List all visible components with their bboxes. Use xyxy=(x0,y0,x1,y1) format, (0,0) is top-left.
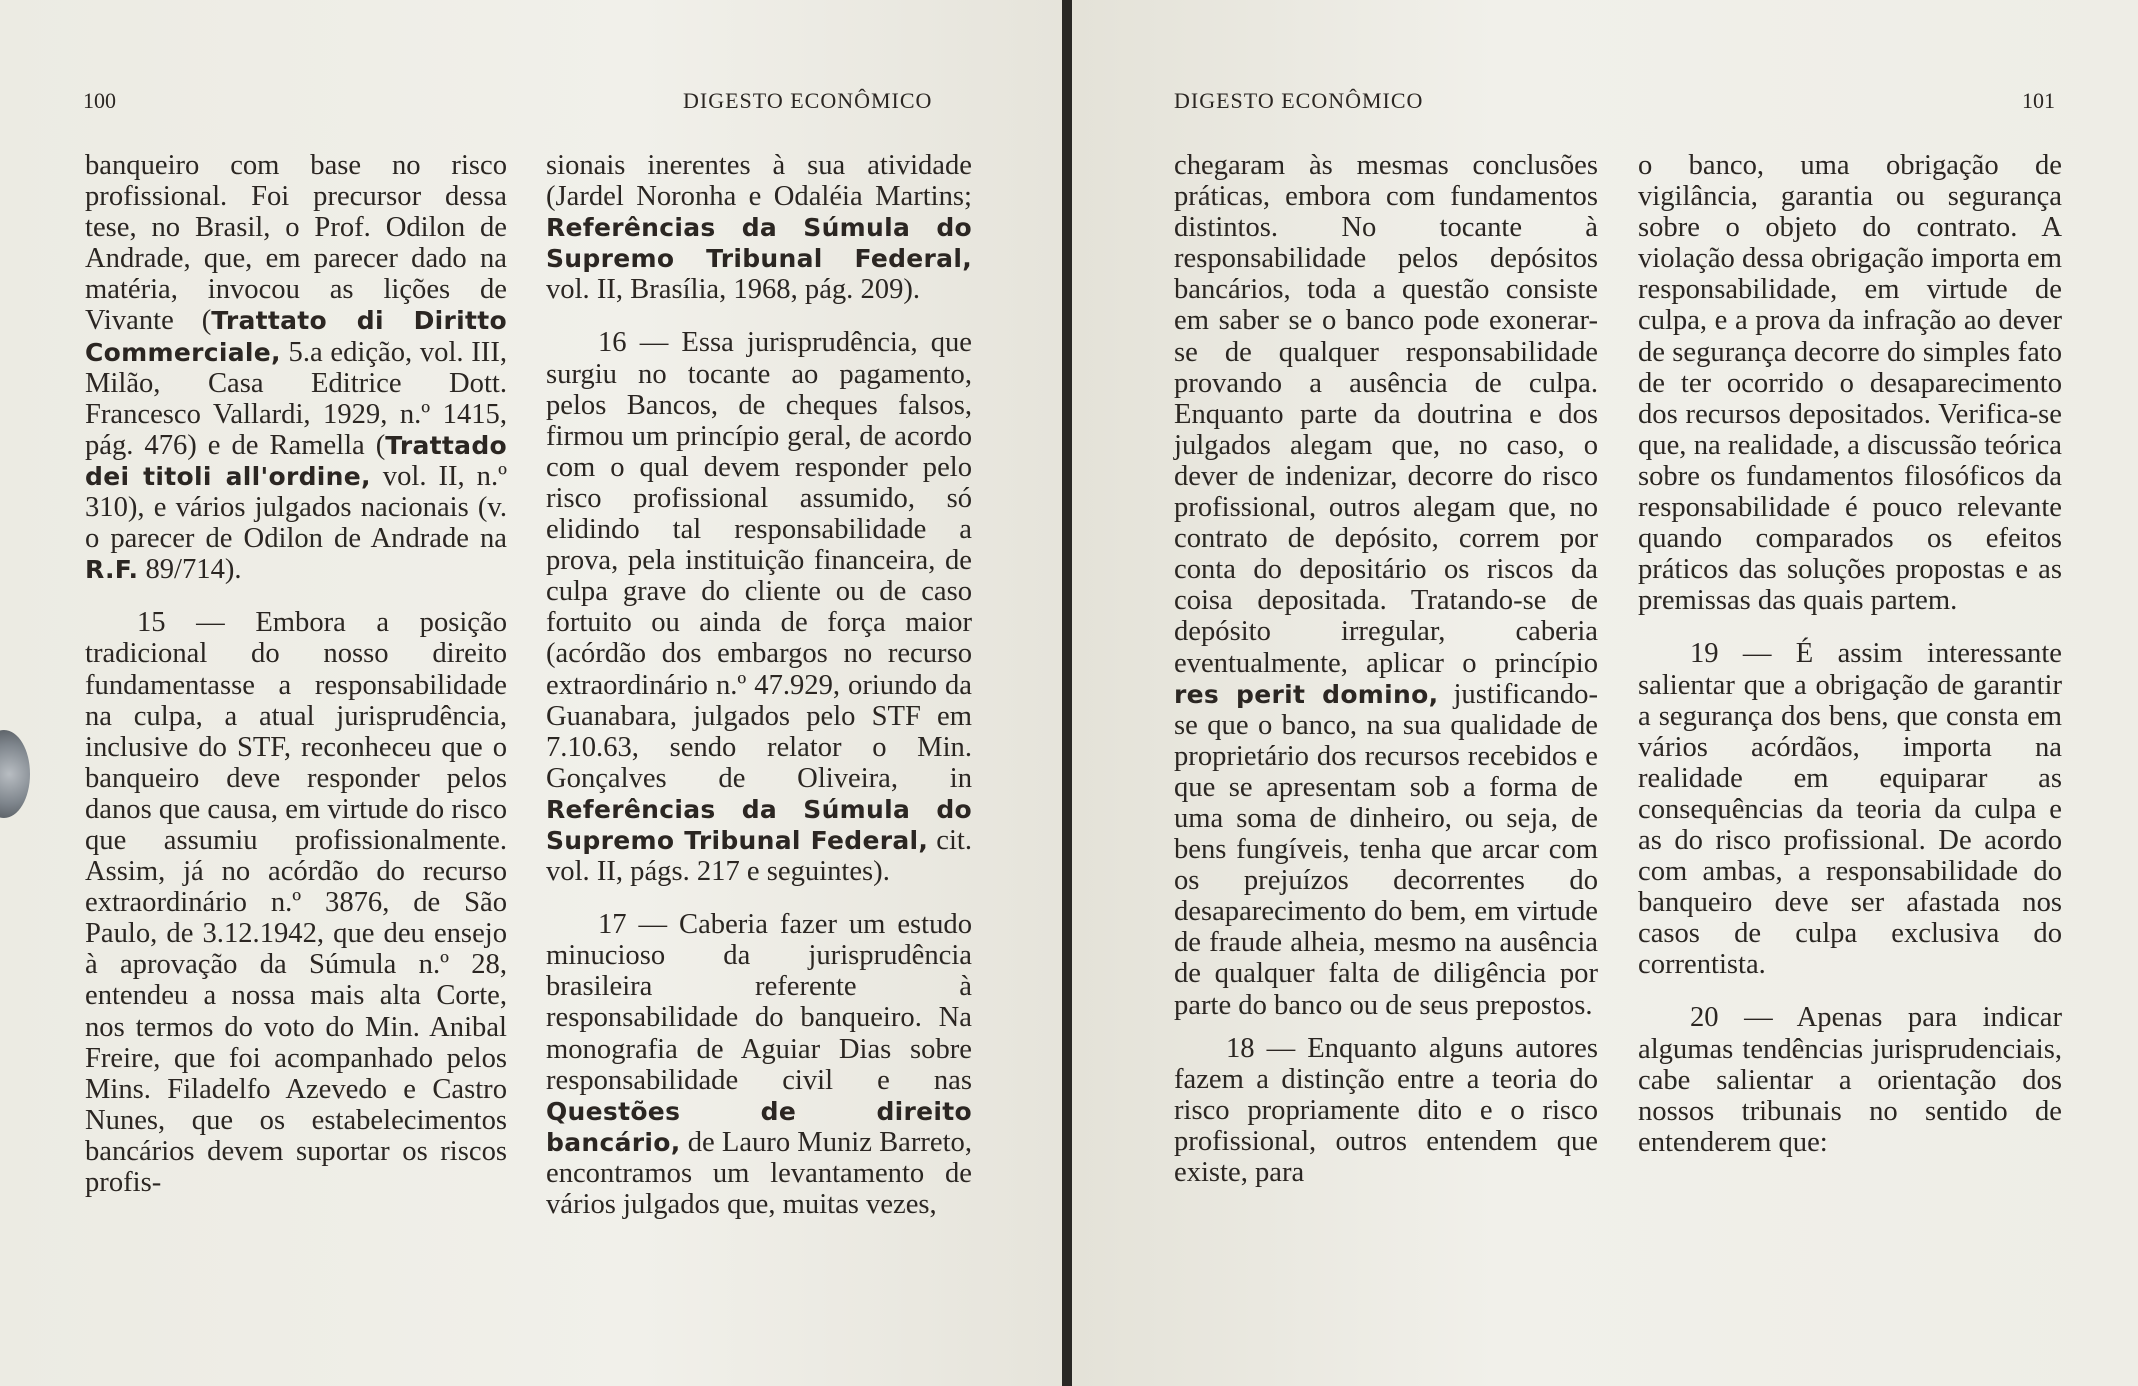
left-page xyxy=(0,0,1062,1386)
page-number-right: 101 xyxy=(2022,88,2055,113)
book-gutter xyxy=(1062,0,1072,1386)
running-head-left: DIGESTO ECONÔMICO xyxy=(683,88,933,113)
paragraph: chegaram às mesmas conclusões práticas, embora com fundamentos distintos. No tocante à responsabilidade pelos depósitos bancários, toda a questão consiste em saber se o banco pode exonerar-se de qualquer responsabilidade provando a ausência de culpa. Enquanto parte da doutrina e dos julgados alegam que, no caso, o dever de indenizar, decorre do risco profissional, outros alegam que, no contrato de depósito, correm por conta do depositário os riscos da coisa depositada. Tratando-se de depósito irregular, caberia eventualmente, aplicar o princípio res perit domino, justificando-se que o banco, na sua qualidade de proprietário dos recursos recebidos e que se apresentam sob a forma de uma soma de dinheiro, ou seja, de bens fungíveis, tenha que arcar com os prejuízos decorrentes do desaparecimento do bem, em virtude de fraude alheia, mesmo na ausência de qualquer falta de diligência por parte do banco ou de seus prepostos. xyxy=(1174,150,1598,1021)
paragraph-19: 19 — É assim interessante salientar que a obrigação de garantir a segurança dos bens, que consta em vários acórdãos, importa na realidade em equiparar as consequências da teoria da culpa e as do risco profissional. De acordo com ambas, a responsabilidade do banqueiro deve ser afastada nos casos de culpa exclusiva do correntista. xyxy=(1638,638,2062,981)
paragraph-18: 18 — Enquanto alguns autores fazem a distinção entre a teoria do risco propriamente dito e o risco profissional, outros entendem que existe, para xyxy=(1174,1032,1598,1188)
library-stamp xyxy=(0,730,30,818)
right-page xyxy=(1072,0,2138,1386)
left-column-1 xyxy=(85,150,507,1198)
page-number-left: 100 xyxy=(83,88,116,113)
running-head-right: DIGESTO ECONÔMICO xyxy=(1174,88,1424,113)
paragraph-16: 16 — Essa jurisprudência, que surgiu no tocante ao pagamento, pelos Bancos, de cheques falsos, firmou um princípio geral, de acordo com o qual devem responder pelo risco profissional assumido, só elidindo tal responsabilidade a prova, pela instituição financeira, de culpa grave do cliente ou de caso fortuito ou ainda de força maior (acórdão dos embargos no recurso extraordinário n.º 47.929, oriundo da Guanabara, julgados pelo STF em 7.10.63, sendo relator o Min. Gonçalves de Oliveira, in Referências da Súmula do Supremo Tribunal Federal, cit. vol. II, págs. 217 e seguintes). xyxy=(546,327,972,888)
right-column-1 xyxy=(1174,150,1598,1188)
paragraph-15: 15 — Embora a posição tradicional do nosso direito fundamentasse a responsabilidade na culpa, a atual jurisprudência, inclusive do STF, reconheceu que o banqueiro deve responder pelos danos que causa, em virtude do risco que assumiu profissionalmente. Assim, já no acórdão do recurso extraordinário n.º 3876, de São Paulo, de 3.12.1942, que deu ensejo à aprovação da Súmula n.º 28, entendeu a nossa mais alta Corte, nos termos do voto do Min. Anibal Freire, que foi acompanhado pelos Mins. Filadelfo Azevedo e Castro Nunes, que os estabelecimentos bancários devem suportar os riscos profis- xyxy=(85,607,507,1198)
paragraph: sionais inerentes à sua atividade (Jardel Noronha e Odaléia Martins; Referências da Súmula do Supremo Tribunal Federal, vol. II, Brasília, 1968, pág. 209). xyxy=(546,150,972,306)
paragraph: o banco, uma obrigação de vigilância, garantia ou segurança sobre o objeto do contrato. A violação dessa obrigação importa em responsabilidade, em virtude de culpa, e a prova da infração ao dever de segurança decorre do simples fato de ter ocorrido o desaparecimento dos recursos depositados. Verifica-se que, na realidade, a discussão teórica sobre os fundamentos filosóficos da responsabilidade é pouco relevante quando comparados os efeitos práticos das soluções propostas e as premissas das quais partem. xyxy=(1638,150,2062,617)
right-column-2 xyxy=(1638,150,2062,1158)
paragraph-20: 20 — Apenas para indicar algumas tendências jurisprudenciais, cabe salientar a orientação dos nossos tribunais no sentido de entenderem que: xyxy=(1638,1002,2062,1158)
paragraph-17: 17 — Caberia fazer um estudo minucioso da jurisprudência brasileira referente à responsabilidade do banqueiro. Na monografia de Aguiar Dias sobre responsabilidade civil e nas Questões de direito bancário, de Lauro Muniz Barreto, encontramos um levantamento de vários julgados que, muitas vezes, xyxy=(546,909,972,1220)
paragraph: banqueiro com base no risco profissional. Foi precursor dessa tese, no Brasil, o Prof. Odilon de Andrade, que, em parecer dado na matéria, invocou as lições de Vivante (Trattato di Diritto Commerciale, 5.a edição, vol. III, Milão, Casa Editrice Dott. Francesco Vallardi, 1929, n.º 1415, pág. 476) e de Ramella (Trattado dei titoli all'ordine, vol. II, n.º 310), e vários julgados nacionais (v. o parecer de Odilon de Andrade na R.F. 89/714). xyxy=(85,150,507,586)
left-column-2 xyxy=(546,150,972,1220)
